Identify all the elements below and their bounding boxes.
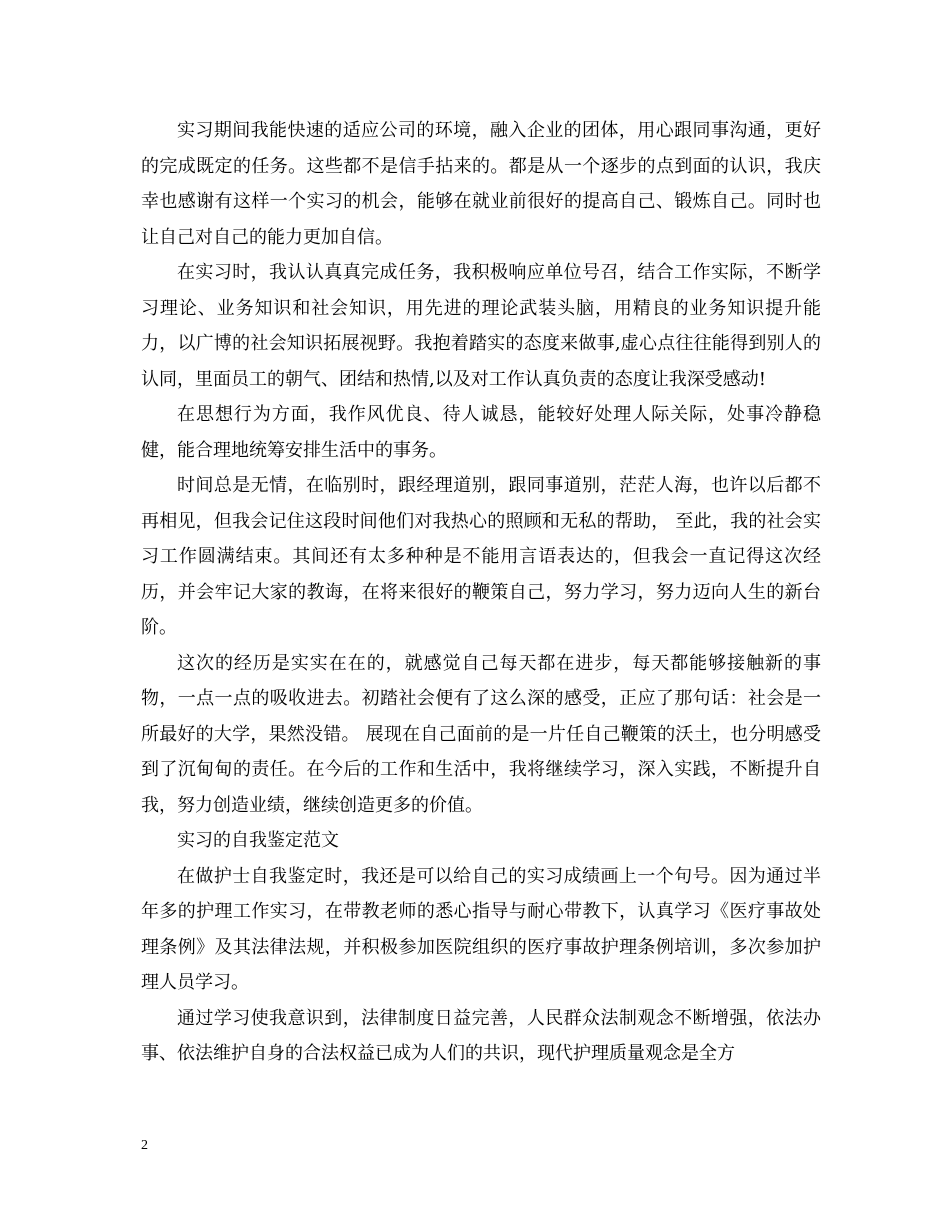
- paragraph-nurse-self-assessment: 在做护士自我鉴定时，我还是可以给自己的实习成绩画上一个句号。因为通过半年多的护理工作实习，在带教老师的悉心指导与耐心带教下，认真学习《医疗事故处理条例》及其法律法规，并积极参加医院组织的医疗事故护理条例培训，多次参加护理人员学习。: [141, 865, 821, 993]
- section-heading: 实习的自我鉴定范文: [177, 830, 339, 851]
- paragraph-conduct: 在思想行为方面，我作风优良、待人诚恳，能较好处理人际关际，处事冷静稳健，能合理地统筹安排生活中的事务。: [141, 404, 821, 461]
- paragraph-legal-awareness: 通过学习使我意识到，法律制度日益完善，人民群众法制观念不断增强，依法办事、依法维护自身的合法权益已成为人们的共识，现代护理质量观念是全方: [141, 1007, 821, 1064]
- paragraph-internship-diligence: 在实习时，我认认真真完成任务，我积极响应单位号召，结合工作实际，不断学习理论、业务知识和社会知识，用先进的理论武装头脑，用精良的业务知识提升能力，以广博的社会知识拓展视野。我抱着踏实的态度来做事,虚心点往往能得到别人的认同，里面员工的朝气、团结和热情,以及对工作认真负责的态度让我深受感动!: [141, 262, 821, 390]
- paragraph-internship-adaptation: 实习期间我能快速的适应公司的环境，融入企业的团体，用心跟同事沟通，更好的完成既定的任务。这些都不是信手拈来的。都是从一个逐步的点到面的认识，我庆幸也感谢有这样一个实习的机会，能够在就业前很好的提高自己、锻炼自己。同时也让自己对自己的能力更加自信。: [141, 120, 821, 248]
- paragraph-farewell: 时间总是无情，在临别时，跟经理道别，跟同事道别，茫茫人海，也许以后都不再相见，但我会记住这段时间他们对我热心的照顾和无私的帮助， 至此，我的社会实习工作圆满结束。其间还有太多种种是不能用言语表达的，但我会一直记得这次经历，并会牢记大家的教诲，在将来很好的鞭策自己，努力学习，努力迈向人生的新台阶。: [141, 475, 821, 638]
- document-body: [141, 113, 821, 1072]
- paragraph-experience: 这次的经历是实实在在的，就感觉自己每天都在进步，每天都能够接触新的事物，一点一点的吸收进去。初踏社会便有了这么深的感受，正应了那句话：社会是一所最好的大学，果然没错。 展现在自己面前的是一片任自己鞭策的沃土，也分明感受到了沉甸甸的责任。在今后的工作和生活中，我将继续学习，深入实践，不断提升自我，努力创造业绩，继续创造更多的价值。: [141, 652, 821, 816]
- page-number: 2: [141, 1138, 148, 1153]
